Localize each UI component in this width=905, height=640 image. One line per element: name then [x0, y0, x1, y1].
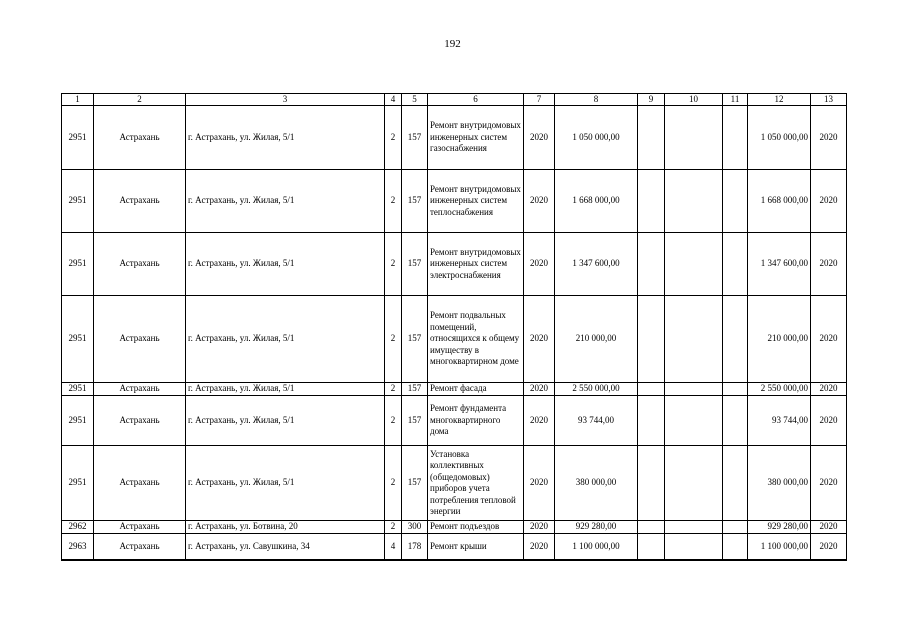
- year: 2020: [524, 383, 555, 396]
- empty-cell: [638, 106, 665, 170]
- fund-amount: 929 280,00: [748, 521, 811, 534]
- year: 2020: [524, 446, 555, 521]
- header-cell: 1: [62, 94, 94, 106]
- empty-cell: [723, 296, 748, 383]
- header-cell: 2: [94, 94, 186, 106]
- table-row: [62, 446, 847, 521]
- completion-year: 2020: [811, 233, 847, 296]
- empty-cell: [723, 446, 748, 521]
- year: 2020: [524, 396, 555, 446]
- empty-cell: [665, 170, 723, 233]
- row-number: 2951: [62, 446, 94, 521]
- empty-cell: [638, 233, 665, 296]
- cost: 1 050 000,00: [555, 106, 638, 170]
- empty-cell: [723, 170, 748, 233]
- completion-year: 2020: [811, 383, 847, 396]
- address: г. Астрахань, ул. Жилая, 5/1: [186, 106, 385, 170]
- fund-amount: 2 550 000,00: [748, 383, 811, 396]
- empty-cell: [665, 534, 723, 560]
- floors: 2: [385, 521, 402, 534]
- municipality: Астрахань: [94, 296, 186, 383]
- year: 2020: [524, 233, 555, 296]
- cost: 210 000,00: [555, 296, 638, 383]
- empty-cell: [723, 383, 748, 396]
- fund-amount: 1 100 000,00: [748, 534, 811, 560]
- address: г. Астрахань, ул. Жилая, 5/1: [186, 170, 385, 233]
- empty-cell: [723, 521, 748, 534]
- row-number: 2963: [62, 534, 94, 560]
- completion-year: 2020: [811, 170, 847, 233]
- row-number: 2951: [62, 170, 94, 233]
- empty-cell: [723, 233, 748, 296]
- work-type: Установка коллективных (общедомовых) приборов учета потребления тепловой энергии: [428, 446, 524, 521]
- empty-cell: [638, 383, 665, 396]
- empty-cell: [638, 170, 665, 233]
- header-cell: 7: [524, 94, 555, 106]
- house-code: 157: [402, 396, 428, 446]
- table-row: [62, 383, 847, 396]
- fund-amount: 210 000,00: [748, 296, 811, 383]
- empty-cell: [665, 383, 723, 396]
- header-cell: 10: [665, 94, 723, 106]
- house-code: 157: [402, 170, 428, 233]
- cost: 1 100 000,00: [555, 534, 638, 560]
- house-code: 157: [402, 446, 428, 521]
- year: 2020: [524, 534, 555, 560]
- empty-cell: [723, 396, 748, 446]
- table-row: [62, 170, 847, 233]
- cost: 1 347 600,00: [555, 233, 638, 296]
- completion-year: 2020: [811, 106, 847, 170]
- row-number: 2951: [62, 383, 94, 396]
- floors: 2: [385, 170, 402, 233]
- empty-cell: [665, 396, 723, 446]
- repair-program-table: [61, 93, 847, 561]
- year: 2020: [524, 521, 555, 534]
- empty-cell: [638, 396, 665, 446]
- header-cell: 11: [723, 94, 748, 106]
- fund-amount: 93 744,00: [748, 396, 811, 446]
- floors: 2: [385, 106, 402, 170]
- page-number: 192: [444, 38, 461, 50]
- address: г. Астрахань, ул. Ботвина, 20: [186, 521, 385, 534]
- completion-year: 2020: [811, 534, 847, 560]
- work-type: Ремонт подъездов: [428, 521, 524, 534]
- house-code: 157: [402, 106, 428, 170]
- header-cell: 8: [555, 94, 638, 106]
- empty-cell: [723, 106, 748, 170]
- empty-cell: [665, 521, 723, 534]
- house-code: 157: [402, 383, 428, 396]
- work-type: Ремонт крыши: [428, 534, 524, 560]
- municipality: Астрахань: [94, 521, 186, 534]
- table-row: [62, 521, 847, 534]
- header-cell: 4: [385, 94, 402, 106]
- work-type: Ремонт внутридомовых инженерных систем электроснабжения: [428, 233, 524, 296]
- completion-year: 2020: [811, 396, 847, 446]
- row-number: 2962: [62, 521, 94, 534]
- municipality: Астрахань: [94, 383, 186, 396]
- empty-cell: [638, 534, 665, 560]
- empty-cell: [638, 446, 665, 521]
- table-row: [62, 396, 847, 446]
- municipality: Астрахань: [94, 106, 186, 170]
- fund-amount: 1 347 600,00: [748, 233, 811, 296]
- empty-cell: [665, 446, 723, 521]
- row-number: 2951: [62, 106, 94, 170]
- header-row: [62, 94, 847, 106]
- address: г. Астрахань, ул. Савушкина, 34: [186, 534, 385, 560]
- work-type: Ремонт фундамента многоквартирного дома: [428, 396, 524, 446]
- floors: 2: [385, 383, 402, 396]
- year: 2020: [524, 170, 555, 233]
- work-type: Ремонт внутридомовых инженерных систем теплоснабжения: [428, 170, 524, 233]
- house-code: 300: [402, 521, 428, 534]
- header-cell: 6: [428, 94, 524, 106]
- floors: 2: [385, 396, 402, 446]
- table-row: [62, 534, 847, 560]
- empty-cell: [665, 296, 723, 383]
- completion-year: 2020: [811, 446, 847, 521]
- year: 2020: [524, 106, 555, 170]
- fund-amount: 1 050 000,00: [748, 106, 811, 170]
- floors: 2: [385, 296, 402, 383]
- house-code: 178: [402, 534, 428, 560]
- table-row: [62, 296, 847, 383]
- header-cell: 3: [186, 94, 385, 106]
- house-code: 157: [402, 296, 428, 383]
- cost: 93 744,00: [555, 396, 638, 446]
- header-cell: 13: [811, 94, 847, 106]
- completion-year: 2020: [811, 521, 847, 534]
- table-row: [62, 233, 847, 296]
- fund-amount: 380 000,00: [748, 446, 811, 521]
- cost: 380 000,00: [555, 446, 638, 521]
- municipality: Астрахань: [94, 446, 186, 521]
- address: г. Астрахань, ул. Жилая, 5/1: [186, 233, 385, 296]
- address: г. Астрахань, ул. Жилая, 5/1: [186, 383, 385, 396]
- work-type: Ремонт внутридомовых инженерных систем газоснабжения: [428, 106, 524, 170]
- work-type: Ремонт фасада: [428, 383, 524, 396]
- cost: 2 550 000,00: [555, 383, 638, 396]
- cost: 1 668 000,00: [555, 170, 638, 233]
- municipality: Астрахань: [94, 534, 186, 560]
- empty-cell: [665, 106, 723, 170]
- header-cell: 9: [638, 94, 665, 106]
- fund-amount: 1 668 000,00: [748, 170, 811, 233]
- address: г. Астрахань, ул. Жилая, 5/1: [186, 396, 385, 446]
- municipality: Астрахань: [94, 396, 186, 446]
- empty-cell: [638, 521, 665, 534]
- row-number: 2951: [62, 233, 94, 296]
- floors: 2: [385, 446, 402, 521]
- completion-year: 2020: [811, 296, 847, 383]
- cost: 929 280,00: [555, 521, 638, 534]
- empty-cell: [638, 296, 665, 383]
- address: г. Астрахань, ул. Жилая, 5/1: [186, 446, 385, 521]
- year: 2020: [524, 296, 555, 383]
- floors: 2: [385, 233, 402, 296]
- empty-cell: [723, 534, 748, 560]
- house-code: 157: [402, 233, 428, 296]
- row-number: 2951: [62, 396, 94, 446]
- table-row: [62, 106, 847, 170]
- header-cell: 12: [748, 94, 811, 106]
- floors: 4: [385, 534, 402, 560]
- address: г. Астрахань, ул. Жилая, 5/1: [186, 296, 385, 383]
- work-type: Ремонт подвальных помещений, относящихся к общему имуществу в многоквартирном доме: [428, 296, 524, 383]
- empty-cell: [665, 233, 723, 296]
- municipality: Астрахань: [94, 170, 186, 233]
- row-number: 2951: [62, 296, 94, 383]
- header-cell: 5: [402, 94, 428, 106]
- municipality: Астрахань: [94, 233, 186, 296]
